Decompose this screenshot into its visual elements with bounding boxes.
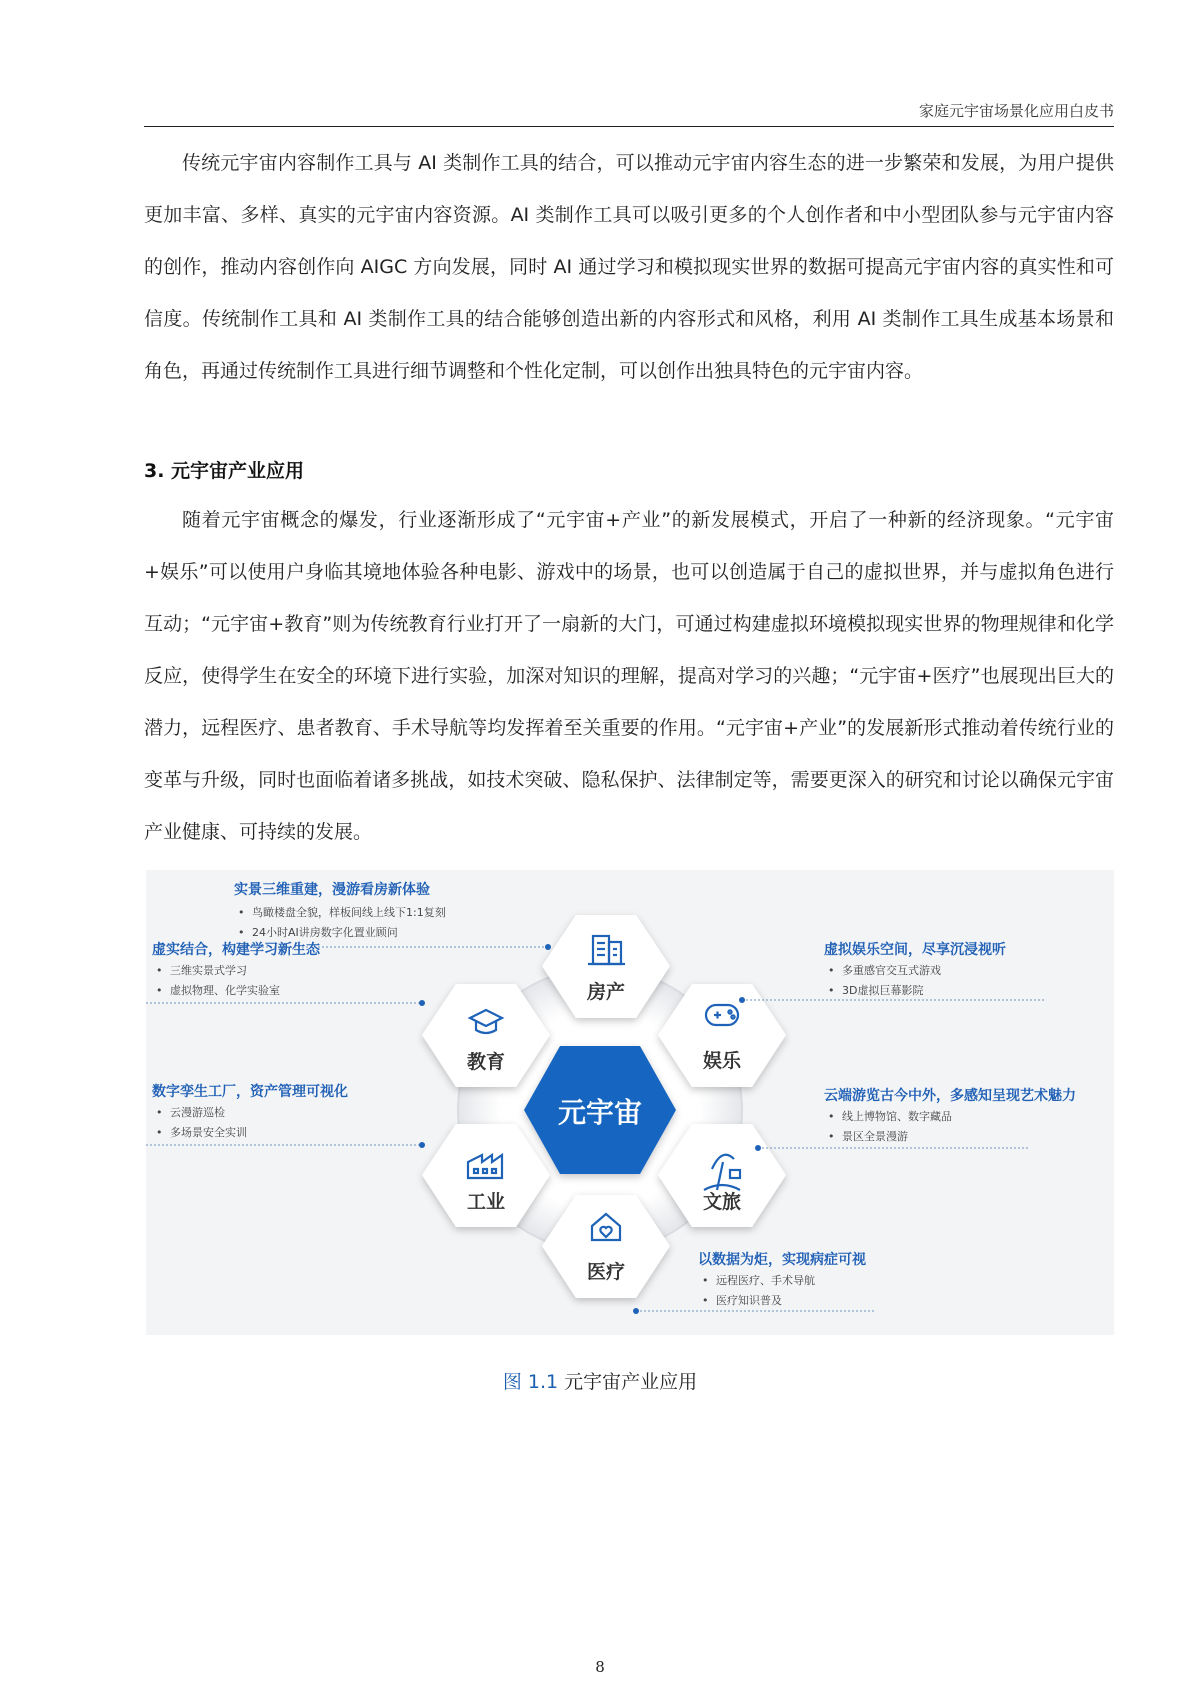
- callout-bullet-mark: •: [828, 1130, 835, 1143]
- callout-bullet-mark: •: [238, 926, 245, 939]
- hex-label-industry: 工业: [466, 1191, 506, 1213]
- connector-dot-culture-tourism: [755, 1145, 761, 1151]
- callout-bullet-culture-tourism-2: 景区全景漫游: [842, 1130, 908, 1143]
- connector-dot-education: [419, 1000, 425, 1006]
- callout-bullet-mark: •: [156, 984, 163, 997]
- callout-bullet-entertainment-1: 多重感官交互式游戏: [842, 964, 941, 977]
- callout-bullet-mark: •: [828, 1110, 835, 1123]
- callout-bullet-real-estate-2: 24小时AI讲房数字化置业顾问: [252, 926, 398, 939]
- hex-label-medical: 医疗: [586, 1261, 626, 1283]
- page-header-title: 家庭元宇宙场景化应用白皮书: [918, 102, 1114, 120]
- paragraph-industry-applications: 随着元宇宙概念的爆发，行业逐渐形成了“元宇宙+产业”的新发展模式，开启了一种新的经济现象。“元宇宙+娱乐”可以使用户身临其境地体验各种电影、游戏中的场景，也可以创造属于自己的虚拟世界，并与虚拟角色进行互动；“元宇宙+教育”则为传统教育行业打开了一扇新的大门，可通过构建虚拟环境模拟现实世界的物理规律和化学反应，使得学生在安全的环境下进行实验，加深对知识的理解，提高对学习的兴趣；“元宇宙+医疗”也展现出巨大的潜力，远程医疗、患者教育、手术导航等均发挥着至关重要的作用。“元宇宙+产业”的发展新形式推动着传统行业的变革与升级，同时也面临着诸多挑战，如技术突破、隐私保护、法律制定等，需要更深入的研究和讨论以确保元宇宙产业健康、可持续的发展。: [144, 509, 1114, 843]
- hex-label-education: 教育: [466, 1051, 506, 1073]
- hex-label-entertainment: 娱乐: [702, 1050, 742, 1072]
- metaverse-industry-diagram: [146, 870, 1114, 1335]
- callout-title-real-estate: 实景三维重建，漫游看房新体验: [234, 882, 430, 898]
- callout-bullet-entertainment-2: 3D虚拟巨幕影院: [842, 984, 924, 997]
- callout-bullet-industry-1: 云漫游巡检: [170, 1106, 225, 1119]
- callout-bullet-mark: •: [156, 1106, 163, 1119]
- callout-bullet-medical-1: 远程医疗、手术导航: [716, 1274, 815, 1287]
- callout-bullet-mark: •: [156, 964, 163, 977]
- callout-bullet-mark: •: [156, 1126, 163, 1139]
- callout-bullet-mark: •: [828, 964, 835, 977]
- hex-label-real-estate: 房产: [586, 981, 626, 1003]
- callout-bullet-education-1: 三维实景式学习: [170, 964, 247, 977]
- callout-bullet-education-2: 虚拟物理、化学实验室: [170, 984, 280, 997]
- callout-bullet-mark: •: [702, 1294, 709, 1307]
- hex-label-culture-tourism: 文旅: [702, 1191, 742, 1213]
- page-number: 8: [595, 1658, 605, 1676]
- callout-bullet-culture-tourism-1: 线上博物馆、数字藏品: [842, 1110, 952, 1123]
- callout-title-medical: 以数据为炬，实现病症可视: [698, 1252, 866, 1268]
- callout-bullet-mark: •: [702, 1274, 709, 1287]
- callout-title-entertainment: 虚拟娱乐空间，尽享沉浸视听: [824, 942, 1006, 958]
- header-rule: [144, 126, 1114, 127]
- connector-dot-medical: [633, 1308, 639, 1314]
- callout-bullet-medical-2: 医疗知识普及: [716, 1294, 782, 1307]
- callout-title-culture-tourism: 云端游览古今中外，多感知呈现艺术魅力: [824, 1088, 1076, 1104]
- connector-dot-industry: [419, 1142, 425, 1148]
- connector-dot-real-estate: [545, 944, 551, 950]
- callout-bullet-real-estate-1: 鸟瞰楼盘全貌，样板间线上线下1:1复刻: [252, 906, 446, 919]
- figure-caption-text: 元宇宙产业应用: [564, 1371, 698, 1393]
- callout-bullet-industry-2: 多场景安全实训: [170, 1126, 247, 1139]
- section-title: 3. 元宇宙产业应用: [144, 460, 305, 482]
- callout-bullet-mark: •: [828, 984, 835, 997]
- center-label: 元宇宙: [557, 1096, 643, 1129]
- callout-bullet-mark: •: [238, 906, 245, 919]
- callout-title-industry: 数字孪生工厂，资产管理可视化: [152, 1084, 348, 1100]
- connector-dot-entertainment: [739, 997, 745, 1003]
- paragraph-ai-tools: 传统元宇宙内容制作工具与 AI 类制作工具的结合，可以推动元宇宙内容生态的进一步繁荣和发展，为用户提供更加丰富、多样、真实的元宇宙内容资源。AI 类制作工具可以吸引更多的个人创作者和中小型团队参与元宇宙内容的创作，推动内容创作向 AIGC 方向发展，同时 AI 通过学习和模拟现实世界的数据可提高元宇宙内容的真实性和可信度。传统制作工具和 AI 类制作工具的结合能够创造出新的内容形式和风格，利用 AI 类制作工具生成基本场景和角色，再通过传统制作工具进行细节调整和个性化定制，可以创作出独具特色的元宇宙内容。: [144, 152, 1114, 382]
- callout-title-education: 虚实结合，构建学习新生态: [152, 942, 320, 958]
- figure-caption: [0, 1367, 1200, 1394]
- figure-caption-prefix: 图 1.1: [502, 1371, 559, 1393]
